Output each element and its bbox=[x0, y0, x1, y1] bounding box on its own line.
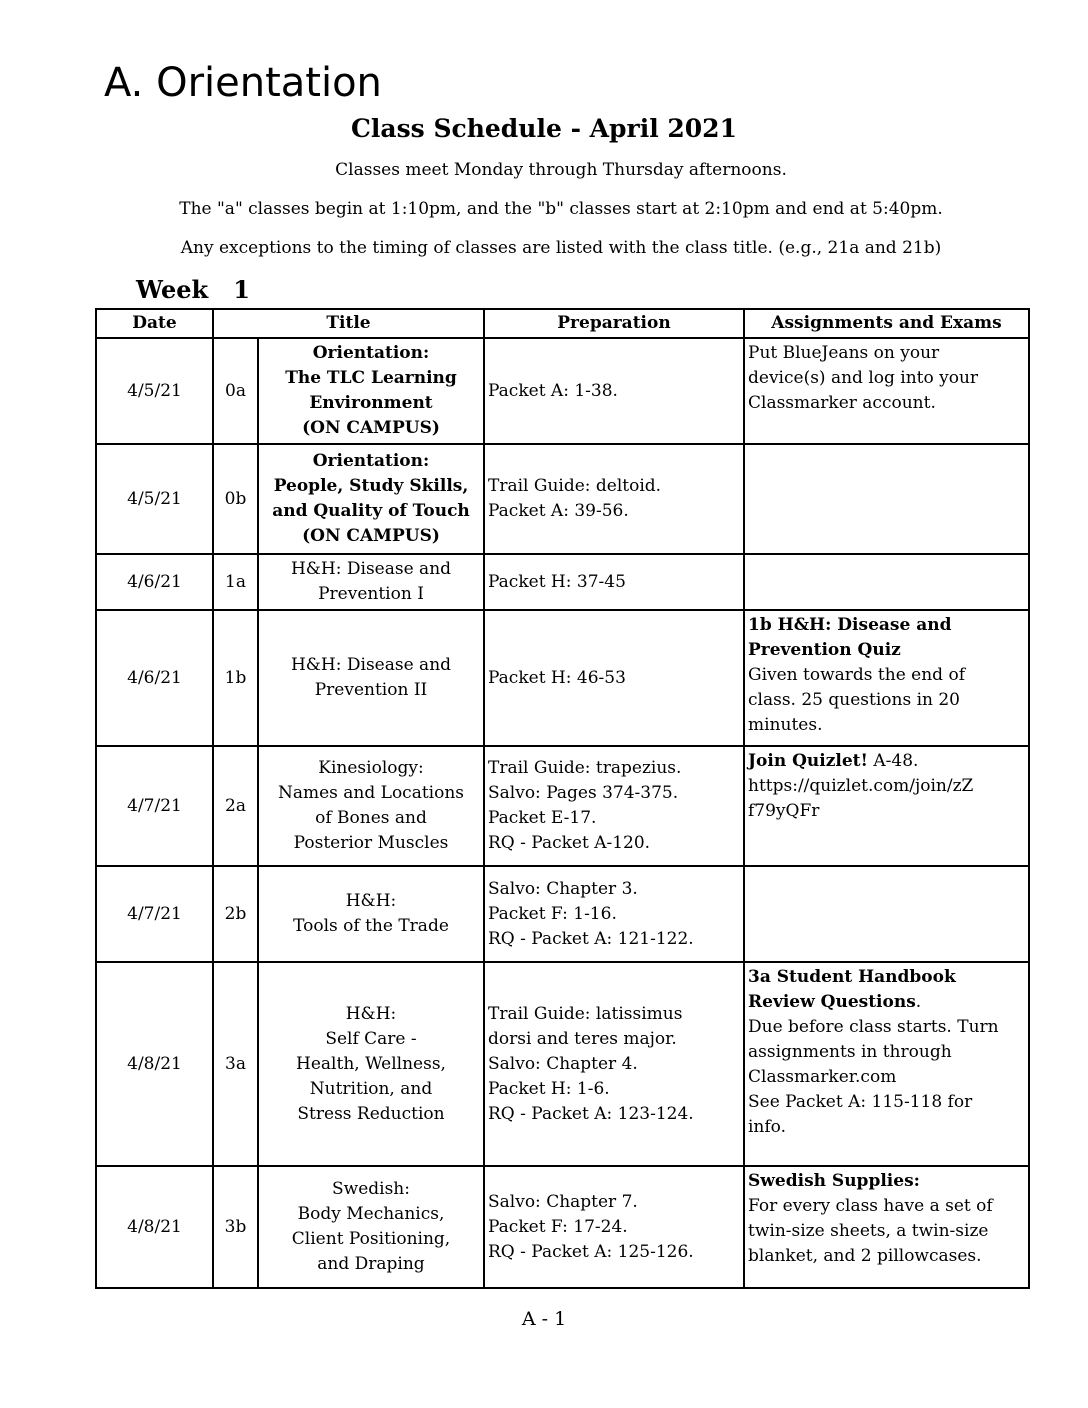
assignment-text: assignments in through bbox=[748, 1042, 952, 1062]
class-number: 2a bbox=[213, 746, 258, 866]
class-title-line: and Quality of Touch bbox=[272, 501, 470, 521]
class-assignments bbox=[744, 962, 1029, 1166]
class-preparation bbox=[484, 1166, 744, 1288]
assignment-text: minutes. bbox=[748, 715, 823, 735]
class-preparation bbox=[484, 444, 744, 554]
preparation-line: RQ - Packet A: 123-124. bbox=[488, 1103, 694, 1124]
schedule-body bbox=[96, 338, 1029, 1288]
class-assignments bbox=[744, 746, 1029, 866]
assignment-text: 3a Student Handbook bbox=[748, 967, 956, 987]
intro-line: Classes meet Monday through Thursday afternoons. bbox=[335, 160, 787, 180]
table-header-row bbox=[96, 309, 1029, 338]
class-title bbox=[258, 866, 484, 962]
assignment-line bbox=[748, 990, 1025, 1015]
preparation-line: Salvo: Pages 374-375. bbox=[488, 783, 679, 803]
assignment-line bbox=[748, 1040, 1025, 1065]
class-title-line: H&H: bbox=[345, 1003, 397, 1024]
class-title-line: Tools of the Trade bbox=[293, 916, 449, 936]
assignment-line bbox=[748, 688, 1025, 713]
class-date: 4/7/21 bbox=[96, 866, 213, 962]
class-number: 1b bbox=[213, 610, 258, 746]
class-date: 4/7/21 bbox=[96, 746, 213, 866]
class-title-line: The TLC Learning bbox=[285, 368, 457, 388]
class-number: 3b bbox=[213, 1166, 258, 1288]
assignment-line bbox=[748, 1015, 1025, 1040]
assignment-line bbox=[748, 391, 1025, 416]
class-title-line: Environment bbox=[309, 393, 433, 413]
assignment-line bbox=[748, 799, 1025, 824]
column-header-title: Title bbox=[213, 309, 484, 338]
assignment-text: Classmarker account. bbox=[748, 393, 936, 413]
preparation-line: RQ - Packet A: 125-126. bbox=[488, 1241, 694, 1262]
assignment-text: Review Questions bbox=[748, 992, 916, 1012]
preparation-line: RQ - Packet A-120. bbox=[488, 833, 651, 853]
class-title-line: Self Care - bbox=[325, 1028, 417, 1049]
class-title-line: Stress Reduction bbox=[297, 1103, 445, 1124]
class-date: 4/8/21 bbox=[96, 962, 213, 1166]
class-title-line: Health, Wellness, bbox=[296, 1053, 446, 1074]
preparation-line: Trail Guide: latissimus bbox=[488, 1003, 683, 1024]
assignment-text: Classmarker.com bbox=[748, 1067, 897, 1087]
class-title-line: Kinesiology: bbox=[318, 758, 424, 778]
class-title-line: (ON CAMPUS) bbox=[302, 526, 440, 546]
table-row bbox=[96, 866, 1029, 962]
class-title bbox=[258, 962, 484, 1166]
class-number: 0b bbox=[213, 444, 258, 554]
schedule-table bbox=[95, 308, 1030, 1289]
table-row bbox=[96, 554, 1029, 610]
assignment-text: Join Quizlet! bbox=[748, 751, 868, 771]
assignment-text: https://quizlet.com/join/zZ bbox=[748, 776, 974, 796]
assignment-text: twin-size sheets, a twin-size bbox=[748, 1221, 989, 1241]
class-preparation bbox=[484, 962, 744, 1166]
table-row bbox=[96, 610, 1029, 746]
class-number: 1a bbox=[213, 554, 258, 610]
class-number: 3a bbox=[213, 962, 258, 1166]
class-assignments bbox=[744, 338, 1029, 444]
preparation-line: RQ - Packet A: 121-122. bbox=[488, 928, 694, 949]
column-header-assignments: Assignments and Exams bbox=[744, 309, 1029, 338]
preparation-line: Trail Guide: deltoid. bbox=[488, 476, 662, 496]
class-assignments bbox=[744, 1166, 1029, 1288]
class-title-line: Posterior Muscles bbox=[293, 833, 449, 853]
preparation-line: dorsi and teres major. bbox=[488, 1028, 677, 1049]
class-assignments bbox=[744, 554, 1029, 610]
column-header-preparation: Preparation bbox=[484, 309, 744, 338]
preparation-line: Packet H: 46-53 bbox=[488, 667, 626, 688]
class-assignments bbox=[744, 444, 1029, 554]
preparation-line: Salvo: Chapter 7. bbox=[488, 1191, 638, 1212]
class-title-line: Orientation: bbox=[312, 343, 430, 363]
page-number: A - 1 bbox=[521, 1308, 567, 1330]
table-row bbox=[96, 962, 1029, 1166]
schedule-title: Class Schedule - April 2021 bbox=[351, 114, 737, 143]
class-title bbox=[258, 338, 484, 444]
class-title-line: and Draping bbox=[317, 1254, 425, 1274]
class-title bbox=[258, 444, 484, 554]
assignment-line bbox=[748, 1115, 1025, 1140]
assignment-suffix: A-48. bbox=[868, 751, 919, 771]
week-label: Week 1 bbox=[136, 275, 250, 304]
intro-line: The "a" classes begin at 1:10pm, and the "b" classes start at 2:10pm and end at 5:40pm. bbox=[179, 199, 943, 219]
class-number: 0a bbox=[213, 338, 258, 444]
assignment-line bbox=[748, 1219, 1025, 1244]
table-row bbox=[96, 1166, 1029, 1288]
class-assignments bbox=[744, 610, 1029, 746]
preparation-line: Salvo: Chapter 4. bbox=[488, 1053, 638, 1074]
assignment-line bbox=[748, 713, 1025, 738]
table-row bbox=[96, 746, 1029, 866]
class-title bbox=[258, 1166, 484, 1288]
assignment-text: info. bbox=[748, 1117, 787, 1137]
assignment-line bbox=[748, 341, 1025, 366]
class-title-line: Body Mechanics, bbox=[297, 1204, 445, 1224]
class-date: 4/6/21 bbox=[96, 610, 213, 746]
class-title-line: Prevention II bbox=[314, 680, 428, 700]
class-title-line: Swedish: bbox=[332, 1179, 410, 1199]
class-preparation bbox=[484, 746, 744, 866]
assignment-line bbox=[748, 1169, 1025, 1194]
class-date: 4/8/21 bbox=[96, 1166, 213, 1288]
class-title-line: Nutrition, and bbox=[309, 1078, 433, 1099]
preparation-line: Trail Guide: trapezius. bbox=[488, 758, 682, 778]
assignment-text: f79yQFr bbox=[748, 801, 820, 821]
assignment-line bbox=[748, 366, 1025, 391]
assignment-text: class. 25 questions in 20 bbox=[748, 690, 961, 710]
preparation-line: Packet E-17. bbox=[488, 808, 597, 828]
class-title-line: of Bones and bbox=[315, 808, 427, 828]
class-title-line: Names and Locations bbox=[277, 783, 465, 803]
page-heading: A. Orientation bbox=[104, 60, 382, 106]
assignment-text: See Packet A: 115-118 for bbox=[748, 1092, 973, 1112]
assignment-text: Due before class starts. Turn bbox=[748, 1017, 999, 1037]
class-preparation bbox=[484, 338, 744, 444]
class-title-line: H&H: bbox=[345, 891, 397, 911]
class-preparation bbox=[484, 610, 744, 746]
class-title-line: Client Positioning, bbox=[291, 1229, 451, 1249]
assignment-text: 1b H&H: Disease and bbox=[748, 615, 952, 635]
class-title-line: H&H: Disease and bbox=[290, 559, 452, 579]
class-number: 2b bbox=[213, 866, 258, 962]
intro-line: Any exceptions to the timing of classes are listed with the class title. (e.g., 21a and 21b) bbox=[180, 238, 942, 258]
assignment-suffix: . bbox=[915, 992, 922, 1012]
assignment-text: Put BlueJeans on your bbox=[748, 343, 940, 363]
assignment-line bbox=[748, 663, 1025, 688]
class-title bbox=[258, 746, 484, 866]
table-row bbox=[96, 444, 1029, 554]
assignment-line bbox=[748, 1065, 1025, 1090]
assignment-text: Swedish Supplies: bbox=[748, 1171, 920, 1191]
class-title bbox=[258, 610, 484, 746]
assignment-line bbox=[748, 1090, 1025, 1115]
assignment-text: Prevention Quiz bbox=[748, 640, 901, 660]
class-title-line: H&H: Disease and bbox=[290, 655, 452, 675]
class-date: 4/5/21 bbox=[96, 444, 213, 554]
class-preparation bbox=[484, 554, 744, 610]
class-title-line: Orientation: bbox=[312, 451, 430, 471]
class-date: 4/5/21 bbox=[96, 338, 213, 444]
preparation-line: Packet F: 1-16. bbox=[488, 903, 617, 924]
class-title-line: Prevention I bbox=[318, 584, 424, 604]
preparation-line: Packet H: 37-45 bbox=[488, 571, 626, 592]
preparation-line: Packet F: 17-24. bbox=[488, 1216, 628, 1237]
column-header-date: Date bbox=[96, 309, 213, 338]
preparation-line: Salvo: Chapter 3. bbox=[488, 878, 638, 899]
class-title-line: People, Study Skills, bbox=[273, 476, 469, 496]
assignment-line bbox=[748, 1244, 1025, 1269]
assignment-line bbox=[748, 965, 1025, 990]
table-row bbox=[96, 338, 1029, 444]
assignment-text: For every class have a set of bbox=[748, 1196, 993, 1216]
class-date: 4/6/21 bbox=[96, 554, 213, 610]
assignment-line bbox=[748, 749, 1025, 774]
preparation-line: Packet H: 1-6. bbox=[488, 1078, 610, 1099]
class-title bbox=[258, 554, 484, 610]
assignment-text: device(s) and log into your bbox=[748, 368, 979, 388]
assignment-line bbox=[748, 774, 1025, 799]
assignment-line bbox=[748, 613, 1025, 638]
class-title-line: (ON CAMPUS) bbox=[302, 418, 440, 438]
preparation-line: Packet A: 39-56. bbox=[488, 501, 629, 521]
assignment-text: Given towards the end of bbox=[748, 665, 965, 685]
assignment-text: blanket, and 2 pillowcases. bbox=[748, 1246, 982, 1266]
class-assignments bbox=[744, 866, 1029, 962]
preparation-line: Packet A: 1-38. bbox=[488, 380, 618, 401]
assignment-line bbox=[748, 638, 1025, 663]
assignment-line bbox=[748, 1194, 1025, 1219]
class-preparation bbox=[484, 866, 744, 962]
